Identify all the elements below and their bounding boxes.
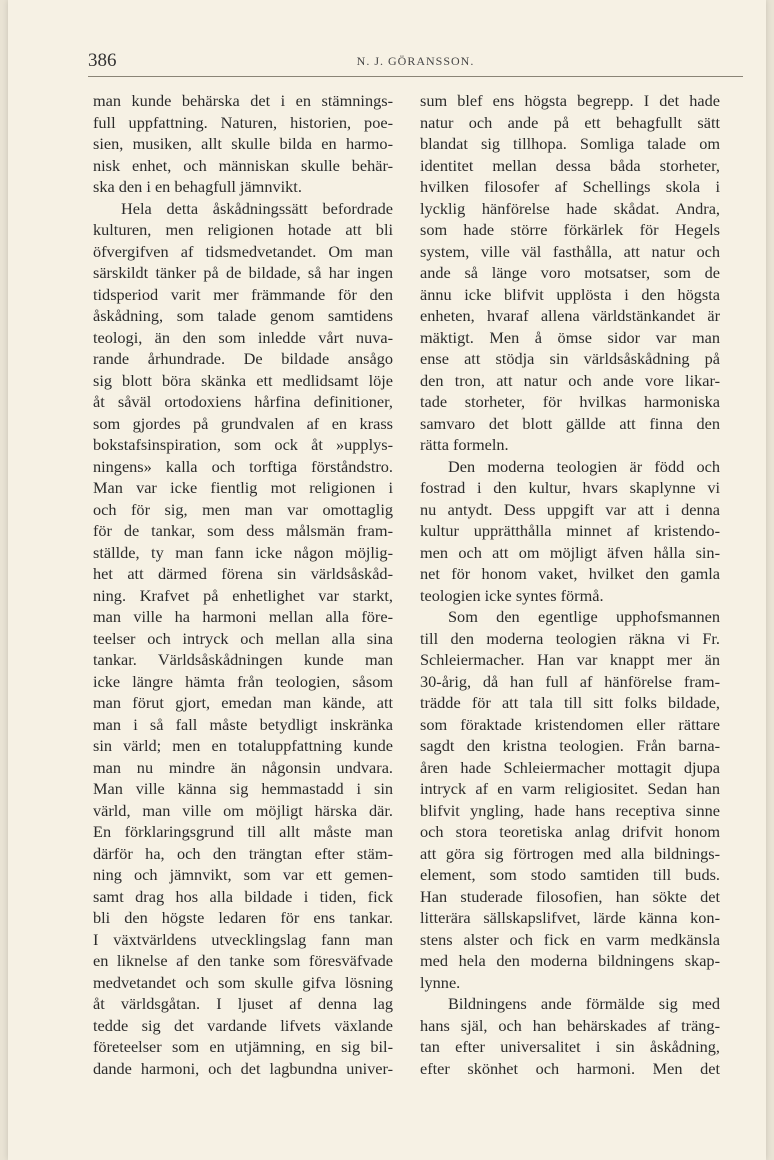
text-line: Man ville känna sig hemmastadd i sin <box>93 779 393 798</box>
text-line: ningens» kalla och torftiga förståndstro. <box>93 456 393 476</box>
text-line: bli den högste ledaren för ens tankar. <box>93 908 393 927</box>
text-line: Hela detta åskådningssätt befordrade <box>121 198 393 218</box>
text-line: ning. Krafvet på enhetlighet var starkt, <box>93 585 393 605</box>
text-line: med hela den moderna bildningens skap- <box>420 951 720 970</box>
text-line: åt världsgåtan. I ljuset af denna lag <box>93 994 393 1013</box>
text-line: element, som stodo samtiden till buds. <box>420 865 720 884</box>
text-line: rätta formeln. <box>420 435 509 454</box>
text-line: värld, man ville om möjligt härska där. <box>93 800 393 820</box>
text-line: tedde sig det vardande lifvets växlande <box>93 1015 393 1035</box>
text-line: ställde, ty man fann icke någon möjlig- <box>93 542 393 562</box>
text-line: tankar. Världsåskådningen kunde man <box>93 650 393 669</box>
text-line: tidsperiod varit mer främmande för den <box>93 284 393 304</box>
text-line: särskildt tänker på de bildade, så har ingen <box>93 263 393 282</box>
text-line: enheten, hvaraf allena världstänkandet är <box>420 306 720 325</box>
text-line: samvaro det blott gällde att finna den <box>420 413 720 433</box>
book-page <box>8 0 766 1160</box>
text-line: sig blott böra skänka ett medlidsamt löje <box>93 370 393 390</box>
page-header <box>88 50 743 77</box>
text-line: lycklig hänförelse hade skådat. Andra, <box>420 198 720 218</box>
text-line: den tron, att natur och ande vore likar- <box>420 370 720 390</box>
text-line: nisk enhet, och människan skulle behär- <box>93 155 393 175</box>
text-line: dande harmoni, och det lagbundna univer- <box>93 1058 393 1078</box>
text-line: sum blef ens högsta begrepp. I det hade <box>420 91 720 110</box>
text-line: blandat sig tillhopa. Somliga talade om <box>420 134 720 153</box>
text-line: Bildningens ande förmälde sig med <box>448 994 720 1013</box>
text-line: åren hade Schleiermacher mottagit djupa <box>420 757 720 777</box>
text-line: man kunde behärska det i en stämnings- <box>93 91 393 110</box>
text-line: efter skönhet och harmoni. Men det <box>420 1058 720 1078</box>
text-line: som gjordes på grundvalen af en krass <box>93 413 393 433</box>
text-line: och för sig, men man var omottaglig <box>93 499 393 519</box>
text-line: ense att stödja sin världsåskådning på <box>420 349 720 368</box>
text-line: öfvergifven af tidsmedvetandet. Om man <box>93 241 393 261</box>
text-line: Han studerade filosofien, han sökte det <box>420 886 720 906</box>
text-line: teelser och intryck och mellan alla sina <box>93 628 393 648</box>
text-line: att göra sig förtrogen med alla bildnings- <box>420 843 720 863</box>
text-line: teologi, än den som inledde vårt nuva- <box>93 327 393 347</box>
text-line: ska den i en behagfull jämnvikt. <box>93 177 302 196</box>
text-line: sien, musiken, allt skulle bilda en harmo- <box>93 134 393 153</box>
text-line: lynne. <box>420 972 461 992</box>
text-line: men och att om möjligt äfven hålla sin- <box>420 542 720 562</box>
text-line: ning och jämnvikt, som var ett gemen- <box>93 865 393 884</box>
text-line: hans själ, och han behärskades af träng- <box>420 1015 720 1035</box>
text-line: man nu mindre än någonsin undvara. <box>93 757 393 777</box>
text-line: tade storheter, för hvilkas harmoniska <box>420 392 720 411</box>
text-line: teologien icke syntes förmå. <box>420 585 604 605</box>
text-line: till den moderna teologien räkna vi Fr. <box>420 628 720 648</box>
text-line: trädde för att tala till sitt folks bildade, <box>420 693 720 712</box>
text-line: het att därmed förena sin världsåskåd- <box>93 564 393 583</box>
page-number: 386 <box>88 50 117 71</box>
text-line: tan efter universalitet i sin åskådning, <box>420 1037 720 1056</box>
text-line: 30-årig, då han full af hänförelse fram- <box>420 671 720 691</box>
text-line: mäktigt. Men å ömse sidor var man <box>420 327 720 347</box>
text-line: system, ville väl fasthålla, att natur och <box>420 241 720 261</box>
text-line: nu antydt. Dess uppgift var att i denna <box>420 499 720 519</box>
text-line: identitet mellan dessa båda storheter, <box>420 155 720 175</box>
right-text-column <box>420 90 720 1079</box>
text-line: intryck af en varm religiositet. Sedan han <box>420 779 720 798</box>
text-line: Den moderna teologien är född och <box>448 456 720 476</box>
text-line: full uppfattning. Naturen, historien, poe- <box>93 112 393 132</box>
text-line: man ville ha harmoni mellan alla före- <box>93 607 393 626</box>
text-line: man i så fall måste betydligt inskränka <box>93 714 393 734</box>
text-line: för de tankar, som dess målsmän fram- <box>93 521 393 540</box>
text-line: blifvit yngling, hade hans receptiva sinne <box>420 800 720 820</box>
text-line: samt drag hos alla bildade i tiden, fick <box>93 886 393 906</box>
text-line: ännu icke blifvit upplösta i den högsta <box>420 284 720 304</box>
text-line: stens alster och fick en varm medkänsla <box>420 929 720 949</box>
text-line: Som den egentlige upphofsmannen <box>448 607 720 626</box>
text-line: medvetandet och som skulle gifva lösning <box>93 972 393 992</box>
text-line: net för honom vaket, hvilket den gamla <box>420 564 720 583</box>
text-line: Man var icke fientlig mot religionen i <box>93 478 393 497</box>
text-line: kultur upprätthålla minnet af kristendo- <box>420 521 720 540</box>
text-line: natur och ande på ett behagfullt sätt <box>420 112 720 132</box>
text-line: som föraktade kristendomen eller rättare <box>420 714 720 734</box>
text-line: företeelser som en utjämning, en sig bil- <box>93 1037 393 1056</box>
text-line: en liknelse af den tanke som föresväfvade <box>93 951 393 970</box>
text-line: åskådning, som talade genom samtidens <box>93 306 393 325</box>
text-line: En förklaringsgrund till allt måste man <box>93 822 393 841</box>
text-line: sin värld; men en totaluppfattning kunde <box>93 736 393 755</box>
text-line: fostrad i den kultur, hvars skaplynne vi <box>420 478 720 497</box>
running-head: N. J. GÖRANSSON. <box>356 54 475 68</box>
text-line: icke längre hämta från teologien, såsom <box>93 671 393 691</box>
text-line: ande så länge voro motsatser, som de <box>420 263 720 282</box>
left-text-column <box>93 90 393 1079</box>
text-line: Schleiermacher. Han var knappt mer än <box>420 650 720 669</box>
text-line: därför ha, och den trängtan efter stäm- <box>93 843 393 863</box>
text-line: kulturen, men religionen hotade att bli <box>93 220 393 239</box>
text-line: litterära sällskapslifvet, lärde känna kon- <box>420 908 720 927</box>
text-line: I växtvärldens utvecklingslag fann man <box>93 929 393 949</box>
text-line: åt såväl ortodoxiens hårfina definitioner, <box>93 392 393 411</box>
text-line: som hade större förkärlek för Hegels <box>420 220 720 239</box>
text-line: rande århundrade. De bildade ansågo <box>93 349 393 368</box>
text-line: och stora teoretiska anlag drifvit honom <box>420 822 720 841</box>
text-line: hvilken filosofer af Schellings skola i <box>420 177 720 196</box>
text-line: man förut gjort, emedan man kände, att <box>93 693 393 712</box>
text-line: sagdt den kristna teologien. Från barna- <box>420 736 720 755</box>
text-line: bokstafsinspiration, som ock åt »upplys- <box>93 435 393 454</box>
